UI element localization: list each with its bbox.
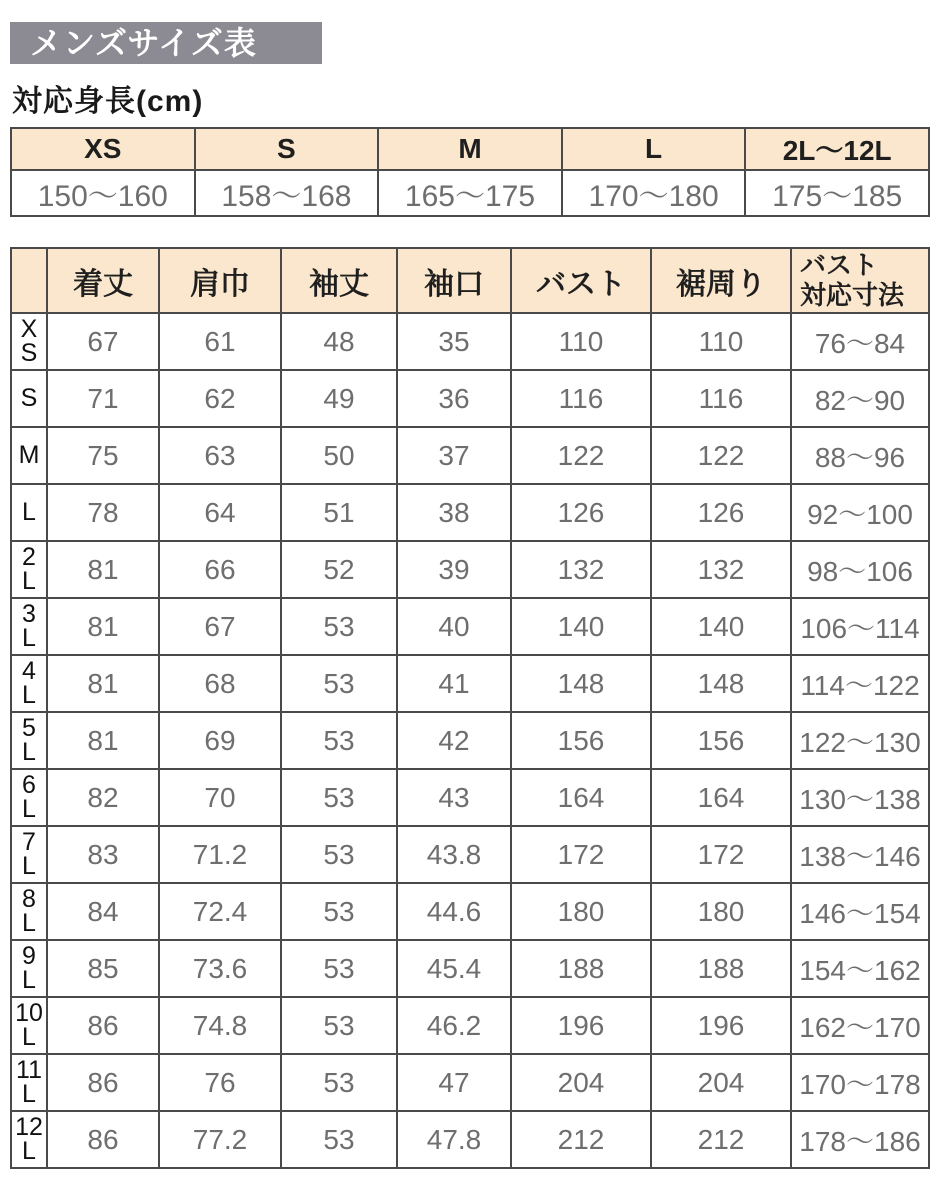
size-value-cell: 77.2 <box>159 1111 281 1168</box>
size-value-cell: 178〜186 <box>791 1111 929 1168</box>
size-table-corner-cell <box>11 248 47 313</box>
size-value-cell: 46.2 <box>397 997 511 1054</box>
size-label: M <box>11 427 47 484</box>
size-value-cell: 49 <box>281 370 397 427</box>
size-value-cell: 170〜178 <box>791 1054 929 1111</box>
table-row <box>11 313 929 370</box>
size-value-cell: 75 <box>47 427 159 484</box>
height-range-l: 170〜180 <box>562 170 746 216</box>
size-value-cell: 156 <box>651 712 791 769</box>
size-value-cell: 50 <box>281 427 397 484</box>
height-range-s: 158〜168 <box>195 170 379 216</box>
size-value-cell: 67 <box>47 313 159 370</box>
col-header-sleeve-length: 袖丈 <box>281 248 397 313</box>
size-value-cell: 126 <box>511 484 651 541</box>
size-value-cell: 188 <box>511 940 651 997</box>
size-value-cell: 122 <box>651 427 791 484</box>
height-table-title: 対応身長(cm) <box>12 85 204 118</box>
size-value-cell: 53 <box>281 769 397 826</box>
size-value-cell: 53 <box>281 826 397 883</box>
size-label: 8 L <box>11 883 47 940</box>
size-value-cell: 38 <box>397 484 511 541</box>
size-value-cell: 116 <box>511 370 651 427</box>
size-label: 5 L <box>11 712 47 769</box>
size-value-cell: 156 <box>511 712 651 769</box>
height-col-header-l: L <box>562 128 746 170</box>
size-value-cell: 164 <box>511 769 651 826</box>
table-row <box>11 655 929 712</box>
table-row <box>11 484 929 541</box>
size-table-header-row <box>11 248 929 313</box>
size-label: L <box>11 484 47 541</box>
size-value-cell: 82〜90 <box>791 370 929 427</box>
size-value-cell: 132 <box>511 541 651 598</box>
table-row <box>11 370 929 427</box>
size-value-cell: 148 <box>511 655 651 712</box>
size-value-cell: 84 <box>47 883 159 940</box>
size-value-cell: 180 <box>651 883 791 940</box>
height-table <box>10 127 930 217</box>
size-value-cell: 40 <box>397 598 511 655</box>
size-label: 7 L <box>11 826 47 883</box>
size-value-cell: 162〜170 <box>791 997 929 1054</box>
size-value-cell: 148 <box>651 655 791 712</box>
height-col-header-xs: XS <box>11 128 195 170</box>
size-value-cell: 44.6 <box>397 883 511 940</box>
size-value-cell: 212 <box>511 1111 651 1168</box>
size-value-cell: 53 <box>281 1054 397 1111</box>
size-value-cell: 72.4 <box>159 883 281 940</box>
table-row <box>11 940 929 997</box>
size-value-cell: 70 <box>159 769 281 826</box>
table-row <box>11 712 929 769</box>
size-value-cell: 53 <box>281 712 397 769</box>
size-value-cell: 86 <box>47 997 159 1054</box>
size-value-cell: 39 <box>397 541 511 598</box>
size-value-cell: 196 <box>651 997 791 1054</box>
size-value-cell: 48 <box>281 313 397 370</box>
size-value-cell: 140 <box>651 598 791 655</box>
size-value-cell: 53 <box>281 883 397 940</box>
table-row <box>11 1054 929 1111</box>
size-value-cell: 76 <box>159 1054 281 1111</box>
size-value-cell: 42 <box>397 712 511 769</box>
table-row <box>11 769 929 826</box>
table-row <box>11 427 929 484</box>
size-value-cell: 53 <box>281 997 397 1054</box>
size-value-cell: 81 <box>47 541 159 598</box>
size-value-cell: 196 <box>511 997 651 1054</box>
size-value-cell: 188 <box>651 940 791 997</box>
size-value-cell: 51 <box>281 484 397 541</box>
size-value-cell: 180 <box>511 883 651 940</box>
size-table <box>10 247 930 1169</box>
size-value-cell: 52 <box>281 541 397 598</box>
height-table-header-row <box>11 128 929 170</box>
size-value-cell: 110 <box>651 313 791 370</box>
size-value-cell: 85 <box>47 940 159 997</box>
size-value-cell: 122 <box>511 427 651 484</box>
size-value-cell: 81 <box>47 655 159 712</box>
size-value-cell: 138〜146 <box>791 826 929 883</box>
size-value-cell: 92〜100 <box>791 484 929 541</box>
height-range-2l-12l: 175〜185 <box>745 170 929 216</box>
size-value-cell: 116 <box>651 370 791 427</box>
size-value-cell: 74.8 <box>159 997 281 1054</box>
size-value-cell: 37 <box>397 427 511 484</box>
col-header-bust-range-line1: バスト <box>800 250 879 281</box>
size-value-cell: 53 <box>281 940 397 997</box>
size-value-cell: 69 <box>159 712 281 769</box>
size-value-cell: 110 <box>511 313 651 370</box>
size-value-cell: 43.8 <box>397 826 511 883</box>
size-value-cell: 41 <box>397 655 511 712</box>
size-value-cell: 66 <box>159 541 281 598</box>
height-col-header-m: M <box>378 128 562 170</box>
height-col-header-2l-12l: 2L〜12L <box>745 128 929 170</box>
size-value-cell: 78 <box>47 484 159 541</box>
size-value-cell: 63 <box>159 427 281 484</box>
size-value-cell: 45.4 <box>397 940 511 997</box>
size-value-cell: 114〜122 <box>791 655 929 712</box>
size-value-cell: 130〜138 <box>791 769 929 826</box>
size-value-cell: 204 <box>651 1054 791 1111</box>
table-row <box>11 1111 929 1168</box>
size-value-cell: 172 <box>511 826 651 883</box>
size-value-cell: 86 <box>47 1054 159 1111</box>
col-header-shoulder-width: 肩巾 <box>159 248 281 313</box>
size-value-cell: 81 <box>47 598 159 655</box>
table-row <box>11 598 929 655</box>
size-value-cell: 86 <box>47 1111 159 1168</box>
size-value-cell: 53 <box>281 1111 397 1168</box>
size-value-cell: 76〜84 <box>791 313 929 370</box>
size-value-cell: 98〜106 <box>791 541 929 598</box>
size-value-cell: 36 <box>397 370 511 427</box>
height-range-m: 165〜175 <box>378 170 562 216</box>
size-value-cell: 88〜96 <box>791 427 929 484</box>
size-value-cell: 204 <box>511 1054 651 1111</box>
table-row <box>11 826 929 883</box>
size-value-cell: 62 <box>159 370 281 427</box>
size-value-cell: 53 <box>281 655 397 712</box>
size-label: 6 L <box>11 769 47 826</box>
size-table-body <box>11 313 929 1168</box>
size-label: 3 L <box>11 598 47 655</box>
size-value-cell: 126 <box>651 484 791 541</box>
size-value-cell: 122〜130 <box>791 712 929 769</box>
size-value-cell: 212 <box>651 1111 791 1168</box>
col-header-bust-range <box>791 248 929 313</box>
size-value-cell: 106〜114 <box>791 598 929 655</box>
col-header-hem: 裾周り <box>651 248 791 313</box>
height-range-xs: 150〜160 <box>11 170 195 216</box>
size-label: 10 L <box>11 997 47 1054</box>
size-value-cell: 146〜154 <box>791 883 929 940</box>
size-value-cell: 81 <box>47 712 159 769</box>
size-label: 4 L <box>11 655 47 712</box>
col-header-bust-range-line2: 対応寸法 <box>800 279 905 310</box>
size-label: 11 L <box>11 1054 47 1111</box>
size-label: 12 L <box>11 1111 47 1168</box>
table-row <box>11 541 929 598</box>
height-table-value-row <box>11 170 929 216</box>
size-label: 9 L <box>11 940 47 997</box>
size-value-cell: 71 <box>47 370 159 427</box>
size-value-cell: 83 <box>47 826 159 883</box>
size-value-cell: 61 <box>159 313 281 370</box>
size-value-cell: 164 <box>651 769 791 826</box>
size-value-cell: 47 <box>397 1054 511 1111</box>
size-value-cell: 71.2 <box>159 826 281 883</box>
size-label: 2 L <box>11 541 47 598</box>
size-label: S <box>11 370 47 427</box>
size-value-cell: 172 <box>651 826 791 883</box>
col-header-cuff: 袖口 <box>397 248 511 313</box>
size-value-cell: 73.6 <box>159 940 281 997</box>
size-value-cell: 43 <box>397 769 511 826</box>
size-value-cell: 82 <box>47 769 159 826</box>
size-value-cell: 140 <box>511 598 651 655</box>
size-value-cell: 132 <box>651 541 791 598</box>
col-header-bust: バスト <box>511 248 651 313</box>
size-label: X S <box>11 313 47 370</box>
size-value-cell: 154〜162 <box>791 940 929 997</box>
table-row <box>11 997 929 1054</box>
size-value-cell: 64 <box>159 484 281 541</box>
size-value-cell: 35 <box>397 313 511 370</box>
size-value-cell: 67 <box>159 598 281 655</box>
table-row <box>11 883 929 940</box>
size-value-cell: 68 <box>159 655 281 712</box>
page-title: メンズサイズ表 <box>10 22 322 64</box>
size-value-cell: 53 <box>281 598 397 655</box>
height-col-header-s: S <box>195 128 379 170</box>
size-value-cell: 47.8 <box>397 1111 511 1168</box>
col-header-body-length: 着丈 <box>47 248 159 313</box>
